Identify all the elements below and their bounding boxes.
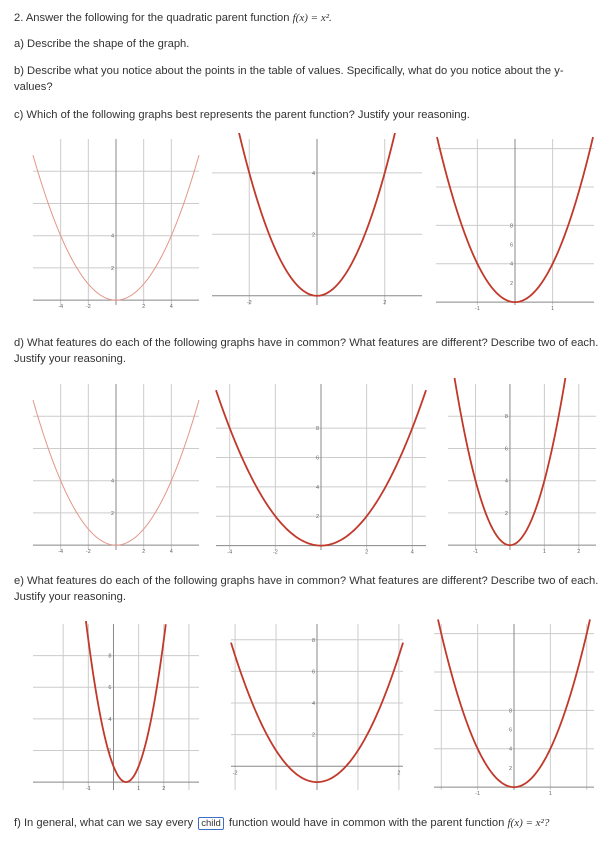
graph-d-2 bbox=[210, 378, 432, 556]
parent-function-formula-f: f(x) = x²? bbox=[507, 817, 550, 829]
x-tick-label: -2 bbox=[85, 549, 91, 556]
y-tick-label: 8 bbox=[509, 223, 513, 230]
part-d-text: d) What features do each of the following graphs have in common? What features are different? Describe two of each. Justify your reasoning. bbox=[14, 337, 599, 365]
y-tick-label: 4 bbox=[110, 478, 114, 485]
x-tick-label: 2 bbox=[142, 304, 146, 311]
parent-function-formula: f(x) = x². bbox=[292, 12, 332, 24]
y-tick-label: 8 bbox=[311, 637, 315, 644]
x-tick-label: -1 bbox=[474, 306, 480, 311]
y-tick-label: 6 bbox=[311, 669, 315, 676]
x-tick-label: -4 bbox=[58, 304, 64, 311]
y-tick-label: 4 bbox=[509, 261, 513, 268]
part-a-text: a) Describe the shape of the graph. bbox=[14, 38, 190, 50]
x-tick-label: 2 bbox=[383, 299, 387, 306]
x-tick-label: -2 bbox=[272, 549, 278, 556]
y-tick-label: 8 bbox=[108, 653, 112, 660]
x-tick-label: 1 bbox=[551, 306, 555, 311]
y-tick-label: 6 bbox=[509, 242, 513, 249]
x-tick-label: 2 bbox=[142, 549, 146, 556]
y-tick-label: 2 bbox=[108, 748, 112, 755]
part-f-mid: function would have in common with the parent function bbox=[228, 817, 505, 829]
y-tick-label: 6 bbox=[508, 727, 512, 734]
part-e-text: e) What features do each of the following graphs have in common? What features are different? Describe two of each. Justify your reasoning. bbox=[14, 575, 599, 603]
graph-e-1 bbox=[27, 618, 205, 796]
part-f-text bbox=[14, 815, 601, 831]
y-tick-label: 4 bbox=[311, 701, 315, 708]
y-tick-label: 2 bbox=[311, 732, 315, 739]
x-tick-label: 1 bbox=[137, 786, 141, 793]
x-tick-label: 4 bbox=[410, 549, 414, 556]
y-tick-label: 8 bbox=[508, 708, 512, 715]
parabola-curve bbox=[86, 621, 166, 782]
y-tick-label: 4 bbox=[108, 716, 112, 723]
graph-d-1 bbox=[27, 378, 205, 556]
x-tick-label: -4 bbox=[58, 549, 64, 556]
y-tick-label: 4 bbox=[504, 478, 508, 485]
graph-c-2 bbox=[206, 133, 428, 311]
graph-d-3 bbox=[442, 378, 602, 556]
x-tick-label: -2 bbox=[232, 770, 238, 777]
x-tick-label: 1 bbox=[542, 549, 546, 556]
x-tick-label: 2 bbox=[162, 786, 166, 793]
y-tick-label: 8 bbox=[315, 426, 319, 433]
y-tick-label: 4 bbox=[110, 233, 114, 240]
y-tick-label: 4 bbox=[311, 170, 315, 177]
part-f-prefix: f) In general, what can we say every bbox=[14, 817, 194, 829]
x-tick-label: -1 bbox=[85, 786, 91, 793]
y-tick-label: 2 bbox=[311, 232, 315, 239]
x-tick-label: -1 bbox=[473, 549, 478, 556]
y-tick-label: 4 bbox=[508, 746, 512, 753]
x-tick-label: 2 bbox=[397, 770, 401, 777]
part-c-text: c) Which of the following graphs best represents the parent function? Justify your reasoning. bbox=[14, 109, 470, 121]
graph-c-3 bbox=[430, 133, 600, 311]
part-b-text: b) Describe what you notice about the points in the table of values. Specifically, what do you notice about the y-values? bbox=[14, 65, 564, 93]
graph-e-3 bbox=[428, 618, 600, 796]
highlighted-word[interactable]: child bbox=[198, 817, 224, 830]
question-2-heading bbox=[14, 10, 601, 26]
x-tick-label: -2 bbox=[85, 304, 91, 311]
y-tick-label: 6 bbox=[504, 446, 508, 453]
y-tick-label: 8 bbox=[504, 414, 508, 421]
y-tick-label: 2 bbox=[110, 265, 114, 272]
y-tick-label: 2 bbox=[315, 514, 319, 521]
graph-c-1 bbox=[27, 133, 205, 311]
x-tick-label: 2 bbox=[577, 549, 581, 556]
graph-e-2 bbox=[225, 618, 409, 796]
y-tick-label: 6 bbox=[315, 455, 319, 462]
y-tick-label: 4 bbox=[315, 484, 319, 491]
x-tick-label: -2 bbox=[246, 299, 252, 306]
x-tick-label: -4 bbox=[227, 549, 233, 556]
y-tick-label: 2 bbox=[508, 765, 512, 772]
x-tick-label: -1 bbox=[475, 791, 481, 796]
x-tick-label: 2 bbox=[365, 549, 369, 556]
question-2-text: 2. Answer the following for the quadratic parent function bbox=[14, 12, 290, 24]
y-tick-label: 2 bbox=[504, 510, 508, 517]
y-tick-label: 2 bbox=[110, 510, 114, 517]
x-tick-label: 4 bbox=[169, 304, 173, 311]
x-tick-label: 1 bbox=[548, 791, 552, 796]
y-tick-label: 6 bbox=[108, 685, 112, 692]
x-tick-label: 4 bbox=[169, 549, 173, 556]
y-tick-label: 2 bbox=[509, 280, 513, 287]
